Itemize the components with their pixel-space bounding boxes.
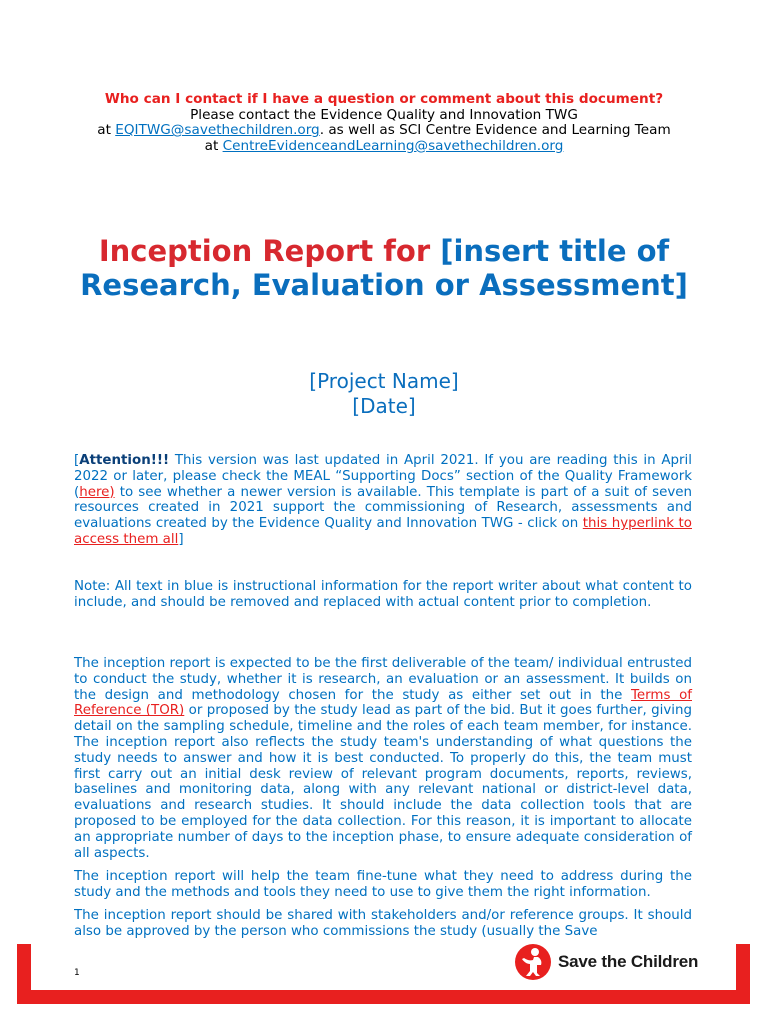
note-paragraph	[74, 579, 692, 611]
logo-wordmark: Save the Children	[558, 952, 699, 971]
contact-section	[60, 92, 708, 154]
attention-close-bracket: ]	[178, 531, 184, 547]
child-figure-icon	[514, 943, 552, 981]
resources-hyperlink[interactable]: this hyperlink to access them all	[74, 516, 692, 547]
contact-line-3-prefix: at	[204, 137, 223, 154]
eqitwg-email-link[interactable]: EQITWG@savethechildren.org	[115, 122, 320, 139]
contact-line-2-prefix: at	[97, 122, 116, 139]
contact-line-1: Please contact the Evidence Quality and Innovation TWG	[190, 106, 578, 123]
contact-line-2-suffix: . as well as SCI Centre Evidence and Learning Team	[319, 122, 671, 139]
save-the-children-logo	[514, 942, 714, 982]
note-text: Note: All text in blue is instructional information for the report writer about what content to include, and should be removed and replaced with actual content prior to completion.	[74, 579, 692, 610]
footer-frame-bottom	[17, 990, 750, 1004]
para1-text-2: or proposed by the study lead as part of the bid. But it goes further, giving detail on the sampling schedule, timeline and the roles of each team member, for instance. The inception report also reflects the study team's understanding of what questions the study needs to answer and how it is best conducted. To properly do this, the team must first carry out an initial desk review of relevant program documents, reports, reviews, baselines and monitoring data, along with any relevant national or district-level data, evaluations and research studies. It should include the data collection tools that are proposed to be employed for the data collection. For this reason, it is important to allocate an appropriate number of days to the inception phase, to ensure adequate consideration of all aspects.	[74, 703, 692, 861]
here-link[interactable]: here)	[79, 484, 115, 500]
inception-paragraph-3	[74, 908, 692, 940]
contact-question: Who can I contact if I have a question or comment about this document?	[104, 91, 664, 107]
para1-text-1: The inception report is expected to be the first deliverable of the team/ individual entrusted to conduct the study, whether it is research, an evaluation or an assessment. It builds on the design and methodology chosen for the study as either set out in the	[74, 656, 692, 703]
contact-line-2	[60, 123, 708, 139]
document-subtitle	[40, 369, 728, 419]
title-blue-part: [insert title of Research, Evaluation or Assessment]	[80, 234, 688, 302]
tor-link[interactable]: Terms of Reference (TOR)	[74, 687, 692, 719]
attention-text-1: This version was last updated in April 2021. If you are reading this in April 2022 or later, please check the MEAL “Supporting Docs” section of the Quality Framework (	[74, 453, 692, 500]
centre-evidence-email-link[interactable]: CentreEvidenceandLearning@savethechildren.org	[222, 137, 564, 154]
attention-paragraph	[74, 453, 692, 548]
contact-line-3	[60, 139, 708, 155]
inception-paragraph-1	[74, 656, 692, 861]
project-name: [Project Name]	[309, 369, 459, 393]
attention-label: Attention!!!	[79, 453, 170, 468]
document-title	[40, 234, 728, 302]
inception-paragraph-2	[74, 869, 692, 901]
para2-text: The inception report will help the team fine-tune what they need to address during the study and the methods and tools they need to use to give them the right information.	[74, 869, 692, 900]
document-date: [Date]	[352, 394, 416, 418]
title-red-part: Inception Report for	[98, 234, 441, 268]
attention-text-2: to see whether a newer version is available. This template is part of a suit of seven resources created in 2021 support the commissioning of Research, assessments and evaluations created by the Evidence Quality and Innovation TWG - click on	[74, 484, 692, 532]
para3-text: The inception report should be shared with stakeholders and/or reference groups. It should also be approved by the person who commissions the study (usually the Save	[74, 908, 692, 939]
page-number: 1	[74, 968, 80, 978]
attention-open-bracket: [	[74, 453, 80, 468]
